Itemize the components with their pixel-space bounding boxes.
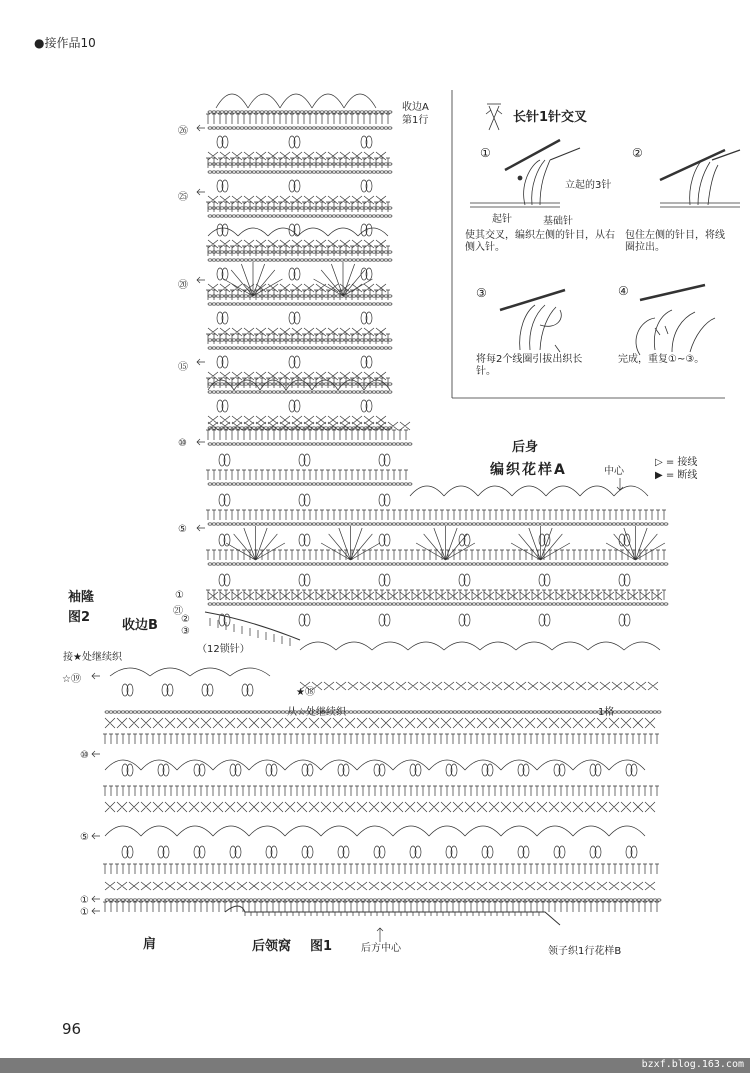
chain-row <box>208 303 392 305</box>
back-center-label: 后方中心 <box>361 943 401 954</box>
center-label: 中心 <box>604 466 624 477</box>
edge-a-row-label: 第1行 <box>402 115 429 126</box>
row-marker: ② <box>181 614 190 625</box>
shoulder-label: 肩 <box>143 937 157 952</box>
stitch-row <box>103 786 659 796</box>
symbol-join-legend: ▷ = 接线 <box>655 457 698 468</box>
row-marker: ③ <box>181 626 190 637</box>
legend-title: 长针1针交叉 <box>513 110 588 125</box>
chain-row <box>208 339 392 341</box>
chain-row <box>208 383 392 385</box>
row-arrow <box>197 359 205 365</box>
row-arrow <box>92 908 100 914</box>
chain-row <box>105 899 661 901</box>
chain-row <box>208 603 668 605</box>
center-arrow <box>617 478 623 490</box>
row-arrow <box>92 896 100 902</box>
row-arrow <box>197 277 205 283</box>
step-1-note-start: 起针 <box>492 214 512 225</box>
cross-row <box>208 592 662 600</box>
collar-stitches <box>245 912 539 916</box>
row-arrow <box>197 525 205 531</box>
row-marker: ⑩ <box>178 438 187 449</box>
arch-row <box>216 94 376 108</box>
step-1-text: 使其交叉，编织左侧的针目，从右侧入针。 <box>465 230 615 253</box>
step-1-illustration <box>470 140 580 207</box>
row-marker: ① <box>80 907 89 918</box>
step-4-text: 完成，重复①~③。 <box>618 354 705 365</box>
chain-row <box>208 443 412 445</box>
chain-row <box>208 215 392 217</box>
figure-2-label: 图2 <box>68 610 91 625</box>
step-1-number: ① <box>480 146 491 160</box>
row-arrow <box>197 439 205 445</box>
step-2-number: ② <box>632 146 643 160</box>
stitch-row <box>206 510 666 520</box>
step-2-illustration <box>660 150 740 207</box>
step-4-number: ④ <box>618 284 629 298</box>
cross-row <box>208 328 386 336</box>
cross-row <box>105 718 655 728</box>
edge-a-label: 收边A <box>402 102 429 113</box>
row-arrow <box>92 673 100 679</box>
chain-row <box>208 127 392 129</box>
cross-row <box>208 240 386 248</box>
chain-row <box>208 347 392 349</box>
page-number: 96 <box>62 1020 82 1038</box>
row-marker: ㉕ <box>178 192 188 203</box>
cross-row <box>105 802 655 812</box>
step-4-illustration <box>636 285 715 355</box>
cross-row <box>208 372 386 380</box>
step-1-note-base: 基础针 <box>543 216 573 227</box>
stitch-row <box>206 550 666 560</box>
cross-row <box>208 416 386 424</box>
chain-row <box>208 251 392 253</box>
row-arrow <box>197 189 205 195</box>
row-marker: ⑤ <box>178 524 187 535</box>
stitch-row <box>206 114 390 124</box>
back-neck-label: 后领窝 <box>252 939 292 954</box>
stitch-row <box>206 590 666 600</box>
chain-row <box>105 711 661 713</box>
chain-row <box>208 111 392 113</box>
figure-1-label: 图1 <box>310 939 333 954</box>
chain-row <box>208 483 412 485</box>
symbol-cut-legend: ▶ = 断线 <box>655 470 698 481</box>
row-marker: ㉖ <box>178 126 188 137</box>
arch-row <box>300 642 660 650</box>
step-1-note-chain3: 立起的3针 <box>565 180 612 191</box>
chain-row <box>208 295 392 297</box>
stitch-row <box>103 902 659 912</box>
row-marker: ⑮ <box>178 362 188 373</box>
arch-row <box>410 486 648 496</box>
stitch-row <box>206 430 408 440</box>
row-marker: ⑩ <box>80 750 89 761</box>
arch-row <box>105 826 645 836</box>
step-2-text: 包住左侧的针目，将线圈拉出。 <box>625 230 725 253</box>
back-label: 后身 <box>512 440 539 455</box>
arch-row <box>110 668 270 676</box>
cross-stitch-symbol <box>486 104 502 130</box>
stitch-row <box>103 734 659 744</box>
sleeve-label: 袖隆 <box>68 590 95 605</box>
step-3-illustration <box>500 290 565 352</box>
chain-row <box>208 259 392 261</box>
row-marker: ㉑ <box>173 606 183 617</box>
edge-b-label: 收边B <box>122 618 158 633</box>
chain-row <box>208 523 668 525</box>
stitch-row <box>206 470 408 480</box>
row-marker: ⑳ <box>178 280 188 291</box>
one-repeat-label: 1格 <box>598 707 615 718</box>
row-arrow <box>92 751 100 757</box>
chain-row <box>208 563 668 565</box>
chain-row <box>208 207 392 209</box>
collar-label: 领子织1行花样B <box>548 946 622 957</box>
row-arrow <box>197 125 205 131</box>
chain-count-label: （12锁针） <box>197 644 250 655</box>
footer-url: bzxf.blog.163.com <box>641 1059 744 1070</box>
stitch-row <box>103 864 659 874</box>
cross-row <box>208 152 386 160</box>
step-3-text: 将每2个线圈引拔出织长针。 <box>476 354 583 377</box>
row-star-filled-label: ★⑱ <box>296 687 315 698</box>
continue-label: 从☆处继续织 <box>287 707 346 718</box>
chain-row <box>208 171 392 173</box>
back-center-arrow <box>377 928 383 942</box>
cross-row <box>300 682 658 690</box>
join-star-label: 接★处继续织 <box>63 652 122 663</box>
chain-row <box>208 163 392 165</box>
row-arrow <box>92 833 100 839</box>
header-label: ●接作品10 <box>34 36 96 50</box>
row-star-open-label: ☆⑲ <box>62 674 81 685</box>
cross-row <box>208 196 386 204</box>
row-marker: ⑤ <box>80 832 89 843</box>
row-marker: ① <box>80 895 89 906</box>
step-3-number: ③ <box>476 286 487 300</box>
cross-row <box>105 882 655 890</box>
row-marker: ① <box>175 590 184 601</box>
chain-row <box>208 391 392 393</box>
pattern-a-label: 编织花样A <box>490 462 567 478</box>
